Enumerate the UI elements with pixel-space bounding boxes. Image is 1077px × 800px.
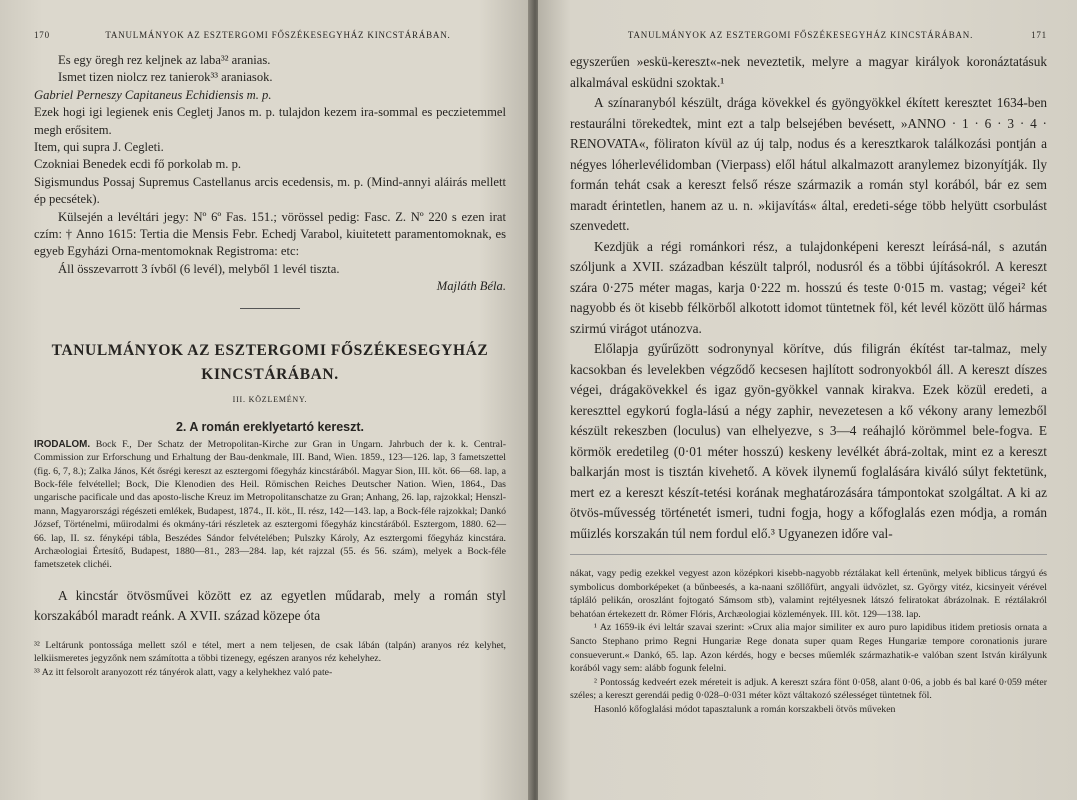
right-running-head <box>570 30 1047 40</box>
footnote: ³³ Az itt felsorolt aranyozott réz tányérok alatt, vagy a kelyhekhez való pate- <box>34 666 333 678</box>
text-line: Ezek hogi igi legienek enis Cegletj Janos m. p. tulajdon kezem ira-sommal es peczietemmel megh erősitem. <box>34 105 506 137</box>
footnote: ² Pontosság kedveért ezek méreteit is adjuk. A kereszt szára fönt 0·058, alant 0·06, a jobb és bal karé 0·059 méter széles; a kereszt gerendái pedig 0·028–0·031 méter közt váltakozó szélességet tüntetnek föl. <box>570 676 1047 702</box>
footnote: nákat, vagy pedig ezekkel vegyest azon középkori kisebb-nagyobb réztálakat kell értenünk, melyek biblicus tárgyú és symbolicus domborképeket (a bűnbeesés, a ka-naani szőllőfürt, angyali üdvözlet, sz. György vitéz, kicsinyeit vérével tápláló pelikán, oroszlánt fojtogató Sámsom stb), valamint rejtélyesnek látszó feliratokat ábrázolnak. E réztálakról behatóan értekezett dr. Römer Flóris, Archæologiai közlemények. III. köt. 129—138. lap. <box>570 568 1047 620</box>
right-body <box>570 52 1047 544</box>
text-line: Item, qui supra J. Cegleti. <box>34 140 164 155</box>
left-running-head <box>34 30 506 40</box>
divider <box>240 308 300 309</box>
left-header-title: TANULMÁNYOK AZ ESZTERGOMI FŐSZÉKESEGYHÁZ KINCSTÁRÁBAN. <box>105 30 451 40</box>
text-line: Czokniai Benedek ecdi fő porkolab m. p. <box>34 157 242 172</box>
signature: Majláth Béla. <box>436 279 506 294</box>
paragraph: Előlapja gyűrűzött sodronynyal körítve, dús filigrán ékítést tar-talmaz, mely kacsokban és levelekben végződő kecsesen hajlított sodronyokból áll. A kereszt díszes végei, drágakövekkel és igaz gyön-gyökkel vannak kirakva. Ezek közül eredeti, a kereszttel egykorú fogla-lású a négy zaphir, nevezetesen a kő vékony arany lemezből készült rekeszben (loculus) van elhelyezve, s 3—4 reáhajló körömmel bele-fogva. E körmök eredetileg (0·01 méter hosszú) keskeny levélkét ábrá-zoltak, mint ez a kereszt balkarján most is tisztán kivehető. A kövek ilynemű foglalására kiváló súlyt fektetünk, mert ez a kereszt készít-tetési korának meghatározására támpontokat szolgáltat. A ki az ötvös-művesség történetét ismeri, tudni fogja, hogy a kőfoglalás ezen módja, a román műizlés korszakán túl nem fordul elő.³ Ugyanezen időre val- <box>570 341 1047 541</box>
right-footnotes <box>570 567 1047 717</box>
paragraph: Kezdjük a régi románkori rész, a tulajdonképeni kereszt leírásá-nál, s azután szóljunk a XVII. században készült talpról, nodusról és a többi újításokról. A kereszt szára 0·275 méter magas, karja 0·222 m. hosszú és teste 0·015 m. vastag; végei² két nagyobb és öt kisebb félkörből alkotott idomot tüntetnek föl, két levél között ülő hármas szirmú virágot utánozva. <box>570 238 1047 336</box>
installment-label: III. KÖZLEMÉNY. <box>232 394 308 404</box>
bibliography-label: IRODALOM. <box>34 438 91 450</box>
right-header-title: TANULMÁNYOK AZ ESZTERGOMI FŐSZÉKESEGYHÁZ KINCSTÁRÁBAN. <box>627 30 974 40</box>
right-page <box>538 0 1077 800</box>
section-heading: 2. A román ereklyetartó kereszt. <box>175 419 365 434</box>
left-footnotes <box>34 639 506 680</box>
text-line: Ismet tizen niolcz rez tanierok³³ araniasok. <box>58 70 273 85</box>
paragraph: egyszerűen »eskü-kereszt«-nek neveztetik, melyre a magyar királyok koronáztatásuk alkalmával esküdni szoktak.¹ <box>570 54 1047 90</box>
footnote-divider <box>570 554 1047 555</box>
text-line: Gabriel Perneszy Capitaneus Echidiensis m. p. <box>34 87 272 102</box>
right-page-number: 171 <box>1031 30 1047 40</box>
text-line: Áll összevarrott 3 ívből (6 levél), melyből 1 levél tiszta. <box>58 261 340 276</box>
document-text <box>34 52 506 296</box>
bibliography-text: Bock F., Der Schatz der Metropolitan-Kirche zur Gran in Ungarn. Jahrbuch der k. k. Central-Commission zur Erforschung und Erhaltung der Bau-denkmale, III. Band, Wien. 1859., 123—126. lap, 3 fametszettel (fig. 6, 7, 8.); Zalka János, Két ősrégi kereszt az esztergomi főegyház kincstárából. Magyar Sion, III. köt. 66—68. lap, a Bock-féle felvétellel; Bock, Die Klenodien des Heil. Römischen Reiches Deutscher Nation. Wien, 1864., Das ungarische pacificale und das aposto-lische Kreuz im Metropolitanschatze zu Gran; Anhang, 26. lap, rajzokkal; Henszl-mann, Magyarországi régészeti emlékek, Budapest, 1874., II. köt., II. rész, 142—143. lap, a Bock-féle rajzokkal; Dankó József, Történelmi, műirodalmi és okmány-tári részletek az esztergomi főegyház kincstárából. Esztergom, 1880. 62—66. lap, II. sz. fényképi tábla, Beszédes Sándor felvételében; Pulszky Károly, Az esztergomi főegyház kincstára. Archæologiai Értesítő, Budapest, 1880—81., 283—284. lap, két rajzzal (55. és 56. szám), melyek a Bock-féle fametszetek clichéi. <box>34 438 507 571</box>
left-page-number: 170 <box>34 30 50 40</box>
footnote: ³² Leltárunk pontossága mellett szól e tétel, mert a nem teljesen, de csak lábán (talpán) aranyos réz kelyhet, lelkiismeretes jegyzőnk nem számította a többi tizenegy, egészen aranyos réz kehelyhez. <box>34 639 506 665</box>
paragraph: A színaranyból készült, drága kövekkel és gyöngyökkel ékített keresztet 1634-ben restaurálni törekedtek, mint ezt a talp belsejében bevésett, »ANNO · 1 · 6 · 3 · 4 · RENOVATA«, fölirat​on kívül az új talp, nodus és a keresztkarok találkozási pontján a négyes lóherlevéli​domban (Vierpass) elől hátul alkalmazott aranylemez bizonyítják. Ily formán tehát csak a kereszt felső része származik a román styl korából, bár ez sem maradt érintetlen, hanem az u. n. »kijavítás« által, eredeti-sége több helyütt csorbulást szenvedett. <box>570 95 1047 233</box>
text-line: Sigismundus Possaj Supremus Castellanus arcis ecedensis, m. p. (Mind-annyi aláirás mellett ép pecsétek). <box>34 174 506 207</box>
text-line: Es egy öregh rez keljnek az laba³² aranias. <box>58 53 271 67</box>
main-paragraph: A kincstár ötvösművei között ez az egyetlen műdarab, mely a román styl korszakából maradt reánk. A XVII. század közepe óta <box>34 587 506 624</box>
text-line: Külsején a levéltári jegy: Nº 6º Fas. 151.; vörössel pedig: Fasc. Z. Nº 220 s ezen irat czím: † Anno 1615: Tertia die Mensis Febr. Echedj Varabol, kiuitetett paramentomoknak, es egyeb Egyházi Orna-mentomoknak Registroma: etc: <box>34 209 506 259</box>
footnote: Hasonló kőfoglalási módot tapasztalunk a román korszakbeli ötvös műveken <box>594 703 896 715</box>
bibliography <box>34 438 506 572</box>
footnote: ¹ Az 1659-ik évi leltár szavai szerint: »Crux alia major similiter ex auro puro lapidibus itidem pretiosis ornata a Sancto Stephano primo Regni Hungariæ Rege donata super quam Reges Hungariæ tempore coronationis jurare consueverunt.« Dankó, 65. lap. Azon kérdés, hogy e becses műemlék származhatik-e valóban szent István királyunk korából vagy sem: alább fogunk felelni. <box>570 622 1047 675</box>
article-title: TANULMÁNYOK AZ ESZTERGOMI FŐSZÉKESEGYHÁZ KINCSTÁRÁBAN. <box>51 341 489 383</box>
left-page <box>0 0 532 800</box>
